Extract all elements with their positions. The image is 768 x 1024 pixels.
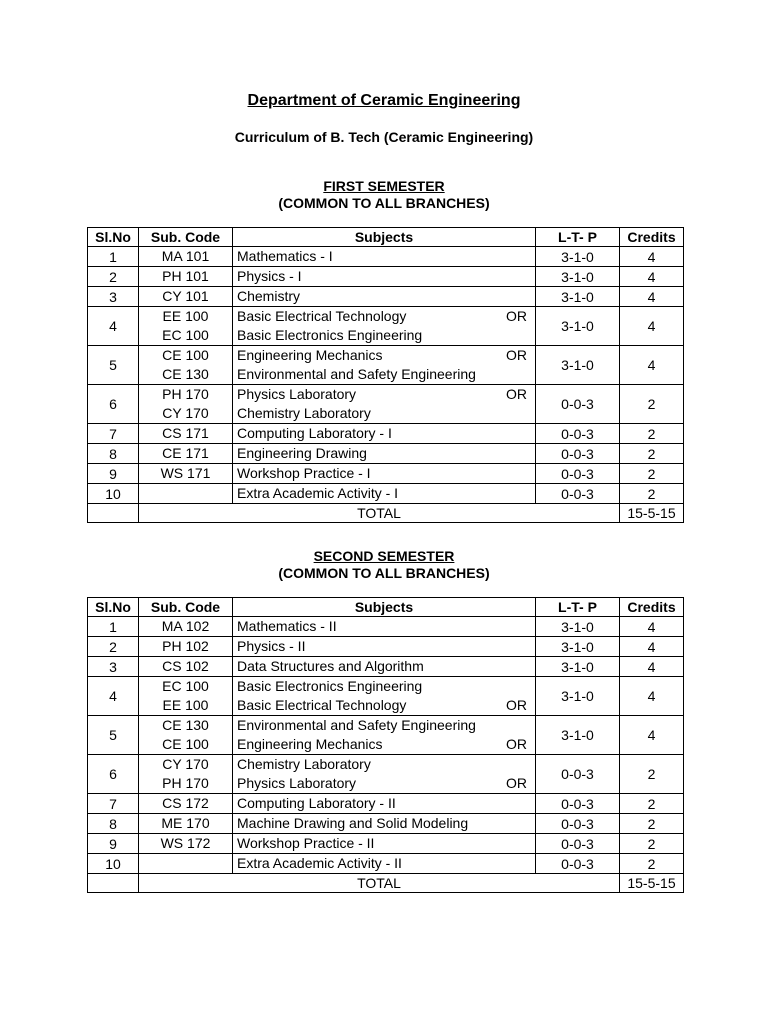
cell-credits: 2 <box>620 444 684 464</box>
cell-code <box>139 677 233 716</box>
cell-ltp: 3-1-0 <box>536 677 620 716</box>
header-ltp: L-T- P <box>536 598 620 617</box>
subject-code <box>143 484 228 503</box>
subject-name-text: Workshop Practice - II <box>237 835 375 851</box>
subject-name-text: Mathematics - I <box>237 248 333 264</box>
semester-note: (COMMON TO ALL BRANCHES) <box>278 195 490 211</box>
subject-name-text: Basic Electrical Technology <box>237 308 407 324</box>
subject-name <box>237 814 531 833</box>
cell-subjects <box>233 794 536 814</box>
cell-credits: 4 <box>620 247 684 267</box>
subject-code <box>143 854 228 873</box>
subject-code: CE 100 <box>162 347 209 363</box>
cell-ltp: 0-0-3 <box>536 484 620 504</box>
subject-name-text: Chemistry <box>237 288 301 304</box>
subject-code: CE 100 <box>162 736 209 752</box>
table-header-row <box>88 598 684 617</box>
cell-ltp: 0-0-3 <box>536 755 620 794</box>
cell-subjects <box>233 444 536 464</box>
cell-ltp: 0-0-3 <box>536 444 620 464</box>
table-row <box>88 677 684 716</box>
subject-name-text: Mathematics - II <box>237 618 337 634</box>
total-ltp: 15-5-15 <box>620 504 684 523</box>
or-label: OR <box>506 736 527 752</box>
cell-slno: 1 <box>88 617 139 637</box>
header-subjects: Subjects <box>233 598 536 617</box>
cell-credits: 4 <box>620 677 684 716</box>
subject-name <box>237 287 531 306</box>
cell-ltp: 0-0-3 <box>536 424 620 444</box>
subject-name-text: Engineering Mechanics <box>237 736 383 752</box>
table-row <box>88 617 684 637</box>
cell-subjects <box>233 307 536 346</box>
total-ltp: 15-5-15 <box>620 874 684 893</box>
cell-credits: 4 <box>620 287 684 307</box>
table-row <box>88 307 684 346</box>
cell-credits: 2 <box>620 385 684 424</box>
subject-code: CE 171 <box>162 445 209 461</box>
cell-ltp: 3-1-0 <box>536 267 620 287</box>
table-row <box>88 346 684 385</box>
cell-code <box>139 657 233 677</box>
cell-ltp: 3-1-0 <box>536 307 620 346</box>
cell-code <box>139 247 233 267</box>
subject-name-text: Environmental and Safety Engineering <box>237 717 476 733</box>
header-subjects: Subjects <box>233 228 536 247</box>
subject-name-text: Physics Laboratory <box>237 386 357 402</box>
table-header-row <box>88 228 684 247</box>
cell-ltp: 3-1-0 <box>536 617 620 637</box>
cell-credits: 4 <box>620 307 684 346</box>
cell-code <box>139 794 233 814</box>
subject-name <box>237 484 531 503</box>
cell-subjects <box>233 247 536 267</box>
cell-ltp: 0-0-3 <box>536 385 620 424</box>
cell-code <box>139 617 233 637</box>
subject-code: CS 102 <box>162 658 209 674</box>
subject-name-text: Physics - I <box>237 268 302 284</box>
cell-subjects <box>233 814 536 834</box>
subject-name-text: Engineering Mechanics <box>237 347 383 363</box>
cell-credits: 2 <box>620 424 684 444</box>
cell-subjects <box>233 617 536 637</box>
semester-title: FIRST SEMESTER <box>323 178 445 194</box>
table-row <box>88 444 684 464</box>
header-slno: Sl.No <box>88 228 139 247</box>
cell-subjects <box>233 657 536 677</box>
subject-name-text: Chemistry Laboratory <box>237 405 371 421</box>
table-row <box>88 424 684 444</box>
cell-ltp: 3-1-0 <box>536 657 620 677</box>
semester-table-2 <box>87 597 684 893</box>
or-label: OR <box>506 386 527 402</box>
cell-credits: 2 <box>620 834 684 854</box>
subject-code: WS 172 <box>160 835 211 851</box>
cell-ltp: 3-1-0 <box>536 637 620 657</box>
cell-slno: 8 <box>88 444 139 464</box>
cell-code <box>139 716 233 755</box>
cell-slno: 8 <box>88 814 139 834</box>
subject-code: EE 100 <box>162 308 209 324</box>
table-body <box>88 617 684 893</box>
subject-name-text: Extra Academic Activity - I <box>237 485 399 501</box>
subject-name <box>237 854 531 873</box>
table-row <box>88 814 684 834</box>
total-label: TOTAL <box>139 874 620 893</box>
cell-credits: 4 <box>620 346 684 385</box>
subject-name-text: Physics - II <box>237 638 306 654</box>
cell-slno: 4 <box>88 677 139 716</box>
table-row <box>88 834 684 854</box>
cell-empty <box>88 874 139 893</box>
cell-ltp: 0-0-3 <box>536 794 620 814</box>
subject-name <box>237 617 531 636</box>
cell-subjects <box>233 716 536 755</box>
subject-code: ME 170 <box>161 815 210 831</box>
or-label: OR <box>506 308 527 324</box>
cell-slno: 5 <box>88 346 139 385</box>
cell-slno: 7 <box>88 794 139 814</box>
cell-code <box>139 464 233 484</box>
cell-slno: 1 <box>88 247 139 267</box>
table-row <box>88 657 684 677</box>
or-label: OR <box>506 347 527 363</box>
cell-ltp: 3-1-0 <box>536 346 620 385</box>
subject-code: MA 101 <box>161 248 210 264</box>
subject-code: EE 100 <box>162 697 209 713</box>
total-label: TOTAL <box>139 504 620 523</box>
cell-subjects <box>233 346 536 385</box>
cell-ltp: 3-1-0 <box>536 247 620 267</box>
subject-name <box>237 424 531 443</box>
subject-name <box>237 346 531 365</box>
cell-slno: 3 <box>88 657 139 677</box>
cell-code <box>139 755 233 794</box>
subject-code: CY 101 <box>162 288 209 304</box>
cell-code <box>139 854 233 874</box>
subject-name-text: Basic Electronics Engineering <box>237 678 423 694</box>
header-credits: Credits <box>620 598 684 617</box>
header-credits: Credits <box>620 228 684 247</box>
table-row <box>88 385 684 424</box>
subject-name <box>237 735 531 754</box>
subject-name <box>237 834 531 853</box>
table-row <box>88 464 684 484</box>
header-ltp: L-T- P <box>536 228 620 247</box>
subject-name <box>237 774 531 793</box>
table-row <box>88 247 684 267</box>
cell-slno: 10 <box>88 854 139 874</box>
subject-name <box>237 385 531 404</box>
cell-slno: 9 <box>88 464 139 484</box>
subject-name <box>237 637 531 656</box>
subject-name-text: Computing Laboratory - I <box>237 425 392 441</box>
subject-code: CY 170 <box>162 756 209 772</box>
subject-name <box>237 307 531 326</box>
semester-heading-1 <box>0 178 768 212</box>
cell-slno: 10 <box>88 484 139 504</box>
subject-name <box>237 444 531 463</box>
cell-slno: 4 <box>88 307 139 346</box>
curriculum-subtitle: Curriculum of B. Tech (Ceramic Engineering) <box>234 129 534 145</box>
cell-credits: 2 <box>620 794 684 814</box>
table-row <box>88 794 684 814</box>
cell-code <box>139 385 233 424</box>
subject-name <box>237 365 531 384</box>
cell-subjects <box>233 464 536 484</box>
cell-credits: 2 <box>620 854 684 874</box>
or-label: OR <box>506 697 527 713</box>
cell-code <box>139 444 233 464</box>
subject-name-text: Computing Laboratory - II <box>237 795 396 811</box>
cell-subjects <box>233 287 536 307</box>
cell-slno: 3 <box>88 287 139 307</box>
semester-heading-2 <box>0 548 768 582</box>
table-row <box>88 755 684 794</box>
cell-ltp: 3-1-0 <box>536 287 620 307</box>
subject-name <box>237 464 531 483</box>
table-row <box>88 854 684 874</box>
cell-subjects <box>233 267 536 287</box>
cell-ltp: 0-0-3 <box>536 834 620 854</box>
cell-subjects <box>233 424 536 444</box>
cell-ltp: 0-0-3 <box>536 814 620 834</box>
cell-credits: 2 <box>620 484 684 504</box>
cell-code <box>139 484 233 504</box>
cell-ltp: 0-0-3 <box>536 464 620 484</box>
total-row <box>88 874 684 893</box>
cell-subjects <box>233 834 536 854</box>
cell-credits: 4 <box>620 267 684 287</box>
cell-subjects <box>233 677 536 716</box>
table-row <box>88 716 684 755</box>
cell-slno: 5 <box>88 716 139 755</box>
semester-title: SECOND SEMESTER <box>313 548 455 564</box>
table-row <box>88 287 684 307</box>
cell-subjects <box>233 637 536 657</box>
cell-code <box>139 287 233 307</box>
table-body <box>88 247 684 523</box>
cell-slno: 2 <box>88 637 139 657</box>
subject-name <box>237 404 531 423</box>
total-row <box>88 504 684 523</box>
page-title: Department of Ceramic Engineering <box>247 92 521 109</box>
cell-slno: 6 <box>88 385 139 424</box>
table-row <box>88 267 684 287</box>
subject-name-text: Machine Drawing and Solid Modeling <box>237 815 469 831</box>
cell-code <box>139 346 233 385</box>
cell-empty <box>88 504 139 523</box>
subject-name <box>237 794 531 813</box>
subject-name-text: Physics Laboratory <box>237 775 357 791</box>
subject-name <box>237 696 531 715</box>
cell-subjects <box>233 385 536 424</box>
subject-name <box>237 716 531 735</box>
cell-slno: 2 <box>88 267 139 287</box>
cell-credits: 2 <box>620 755 684 794</box>
subject-code: CS 172 <box>162 795 209 811</box>
cell-credits: 4 <box>620 657 684 677</box>
subject-name-text: Chemistry Laboratory <box>237 756 371 772</box>
subject-code: CS 171 <box>162 425 209 441</box>
subject-name <box>237 677 531 696</box>
subject-name <box>237 755 531 774</box>
cell-ltp: 3-1-0 <box>536 716 620 755</box>
cell-credits: 4 <box>620 617 684 637</box>
cell-subjects <box>233 484 536 504</box>
subject-name <box>237 657 531 676</box>
cell-code <box>139 424 233 444</box>
subject-code: MA 102 <box>161 618 210 634</box>
semester-table-1 <box>87 227 684 523</box>
subject-name-text: Basic Electrical Technology <box>237 697 407 713</box>
cell-subjects <box>233 854 536 874</box>
cell-code <box>139 637 233 657</box>
cell-credits: 4 <box>620 637 684 657</box>
cell-credits: 2 <box>620 814 684 834</box>
subject-code: PH 101 <box>162 268 209 284</box>
table-row <box>88 484 684 504</box>
subject-code: PH 170 <box>162 775 209 791</box>
subject-name-text: Basic Electronics Engineering <box>237 327 423 343</box>
cell-slno: 7 <box>88 424 139 444</box>
subject-code: EC 100 <box>162 327 209 343</box>
header-code: Sub. Code <box>139 598 233 617</box>
cell-ltp: 0-0-3 <box>536 854 620 874</box>
cell-code <box>139 834 233 854</box>
subject-code: WS 171 <box>160 465 211 481</box>
subject-name-text: Environmental and Safety Engineering <box>237 366 476 382</box>
cell-slno: 9 <box>88 834 139 854</box>
cell-credits: 2 <box>620 464 684 484</box>
subject-name <box>237 326 531 345</box>
subject-code: CE 130 <box>162 366 209 382</box>
cell-subjects <box>233 755 536 794</box>
subject-name-text: Extra Academic Activity - II <box>237 855 402 871</box>
subject-code: CY 170 <box>162 405 209 421</box>
header-code: Sub. Code <box>139 228 233 247</box>
or-label: OR <box>506 775 527 791</box>
subject-name-text: Data Structures and Algorithm <box>237 658 424 674</box>
subject-name-text: Engineering Drawing <box>237 445 367 461</box>
subject-name <box>237 247 531 266</box>
header-slno: Sl.No <box>88 598 139 617</box>
cell-code <box>139 267 233 287</box>
subject-code: EC 100 <box>162 678 209 694</box>
cell-credits: 4 <box>620 716 684 755</box>
cell-code <box>139 814 233 834</box>
cell-slno: 6 <box>88 755 139 794</box>
subject-code: PH 170 <box>162 386 209 402</box>
subject-name <box>237 267 531 286</box>
subject-name-text: Workshop Practice - I <box>237 465 371 481</box>
subject-code: CE 130 <box>162 717 209 733</box>
table-row <box>88 637 684 657</box>
semester-note: (COMMON TO ALL BRANCHES) <box>278 565 490 581</box>
cell-code <box>139 307 233 346</box>
subject-code: PH 102 <box>162 638 209 654</box>
